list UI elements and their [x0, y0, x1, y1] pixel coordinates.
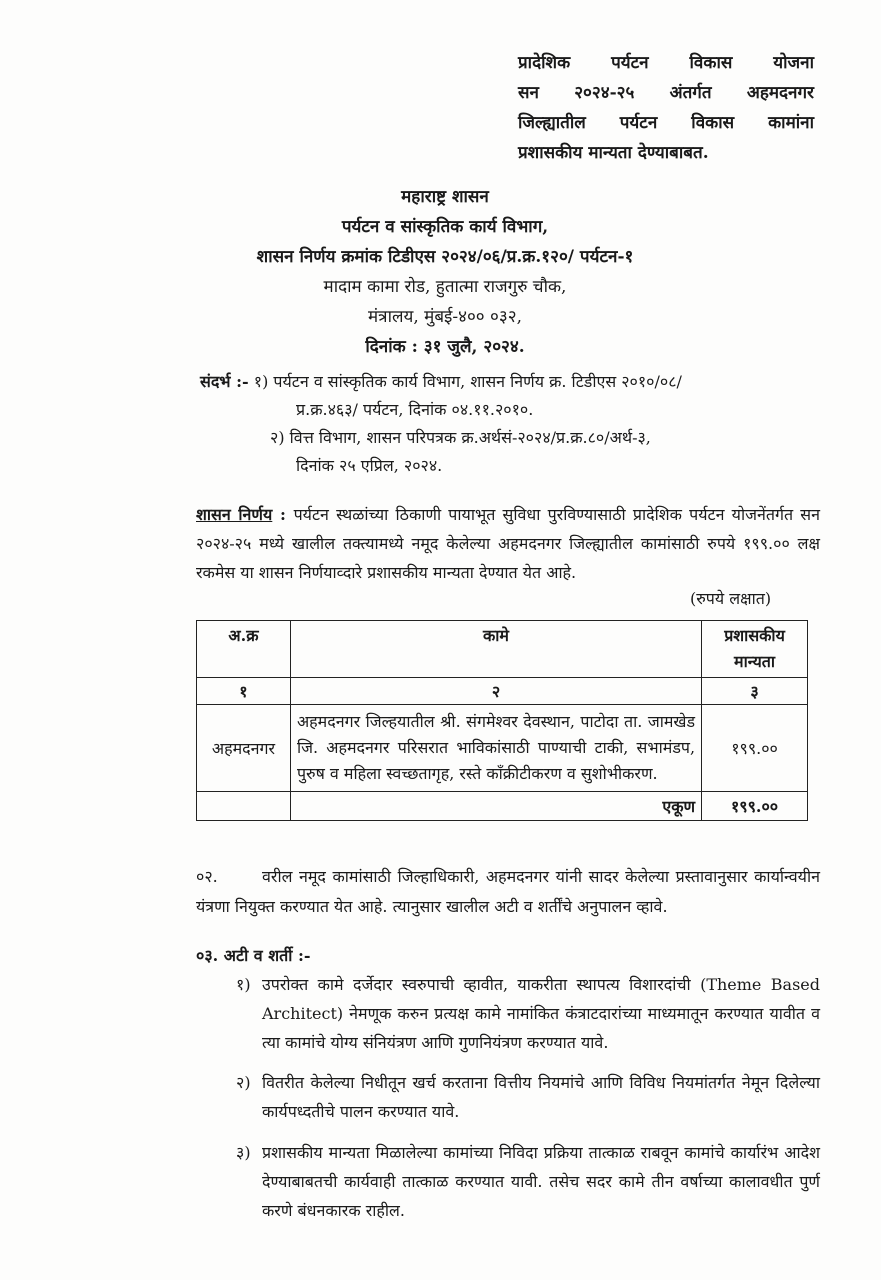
paragraph-text: वरील नमूद कामांसाठी जिल्हाधिकारी, अहमदनगर यांनी सादर केलेल्या प्रस्तावानुसार कार्यान्वयीन यंत्रणा नियुक्त करण्यात येत आहे. त्यानुसार खालील अटी व शर्तींचे अनुपालन व्हावे. [196, 867, 820, 916]
subject-line: जिल्ह्यातील पर्यटन विकास कामांना [518, 113, 814, 133]
decision-separator: : [272, 505, 294, 524]
column-number-row [197, 678, 808, 705]
subject-line: प्रशासकीय मान्यता देण्याबाबत. [518, 143, 709, 163]
address-line-1: मादाम कामा रोड, हुतात्मा राजगुरु चौक, [323, 277, 567, 297]
paragraph-number: ०२. [196, 867, 218, 886]
table-row [197, 705, 808, 792]
decision-paragraph [196, 500, 820, 587]
total-label: एकूण [290, 792, 701, 821]
reference-1-line-1: १) पर्यटन व सांस्कृतिक कार्य विभाग, शासन निर्णय क्र. टिडीएस २०१०/०८/ [253, 372, 682, 391]
table-total-row [197, 792, 808, 821]
subject-line: प्रादेशिक पर्यटन विकास योजना [518, 53, 814, 73]
condition-number: १) [236, 975, 251, 994]
decision-heading: शासन निर्णय [196, 505, 273, 524]
government-name: महाराष्ट्र शासन [401, 187, 489, 207]
gr-date: दिनांक : ३१ जुलै, २०२४. [365, 337, 525, 357]
paragraph-02 [196, 862, 820, 922]
table-cell-empty [197, 792, 291, 821]
unit-note: (रुपये लक्षात) [690, 589, 772, 608]
reference-2-line-1: २) वित्त विभाग, शासन परिपत्रक क्र.अर्थसं-२०२४/प्र.क्र.८०/अर्थ-३, [270, 428, 651, 447]
table-cell-amount: १९९.०० [702, 705, 808, 792]
column-header-works: कामे [290, 621, 701, 678]
condition-item [236, 970, 820, 1057]
condition-text: वितरीत केलेल्या निधीतून खर्च करताना वित्तीय नियमांचे आणि विविध नियमांतर्गत नेमून दिलेल्या कार्यपध्दतीचे पालन करण्यात यावे. [262, 1073, 820, 1121]
works-table [196, 620, 808, 821]
column-number: २ [290, 678, 701, 705]
gr-number: शासन निर्णय क्रमांक टिडीएस २०२४/०६/प्र.क्र.१२०/ पर्यटन-१ [256, 247, 634, 267]
reference-1-line-2: प्र.क्र.४६३/ पर्यटन, दिनांक ०४.११.२०१०. [296, 400, 534, 419]
condition-number: ३) [236, 1143, 251, 1162]
condition-number: २) [236, 1073, 251, 1092]
references-label: संदर्भ :- [200, 372, 249, 391]
total-amount: १९९.०० [702, 792, 808, 821]
table-cell-place: अहमदनगर [197, 705, 291, 792]
address-line-2: मंत्रालय, मुंबई-४०० ०३२, [368, 307, 522, 327]
conditions-title: ०३. अटी व शर्ती :- [196, 946, 311, 965]
subject-block [518, 48, 814, 168]
gr-header [200, 182, 690, 362]
column-number: १ [197, 678, 291, 705]
column-number: ३ [702, 678, 808, 705]
subject-line: सन २०२४-२५ अंतर्गत अहमदनगर [518, 83, 814, 103]
column-header-serial: अ.क्र [197, 621, 291, 678]
department-name: पर्यटन व सांस्कृतिक कार्य विभाग, [341, 217, 549, 237]
condition-text: प्रशासकीय मान्यता मिळालेल्या कामांच्या निविदा प्रक्रिया तात्काळ राबवून कामांचे कार्यारंभ आदेश देण्याबाबतची कार्यवाही तात्काळ करण्यात यावी. तसेच सदर कामे तीन वर्षाच्या कालावधीत पुर्ण करणे बंधनकारक राहील. [262, 1143, 820, 1220]
references-block [200, 368, 820, 480]
decision-text: पर्यटन स्थळांच्या ठिकाणी पायाभूत सुविधा पुरविण्यासाठी प्रादेशिक पर्यटन योजनेंतर्गत सन २०२४-२५ मध्ये खालील तक्त्यामध्ये नमूद केलेल्या अहमदनगर जिल्ह्यातील कामांसाठी रुपये १९९.०० लक्ष रकमेस या शासन निर्णयाव्दारे प्रशासकीय मान्यता देण्यात येत आहे. [196, 505, 821, 582]
condition-item [236, 1068, 820, 1126]
table-cell-work: अहमदनगर जिल्हयातील श्री. संगमेश्वर देवस्थान, पाटोदा ता. जामखेड जि. अहमदनगर परिसरात भाविकांसाठी पाण्याची टाकी, सभामंडप, पुरुष व महिला स्वच्छतागृह, रस्ते कॉंक्रीटीकरण व सुशोभीकरण. [290, 705, 701, 792]
condition-text: उपरोक्त कामे दर्जेदार स्वरुपाची व्हावीत, याकरीता स्थापत्य विशारदांची (Theme Based Architect) नेमणूक करुन प्रत्यक्ष कामे नामांकित कंत्राटदारांच्या माध्यमातून करण्यात यावीत व त्या कामांचे योग्य संनियंत्रण आणि गुणनियंत्रण करण्यात यावे. [262, 975, 820, 1052]
column-header-approval: प्रशासकीय मान्यता [702, 621, 808, 678]
condition-item [236, 1138, 820, 1225]
reference-2-line-2: दिनांक २५ एप्रिल, २०२४. [296, 456, 443, 475]
table-header-row [197, 621, 808, 678]
